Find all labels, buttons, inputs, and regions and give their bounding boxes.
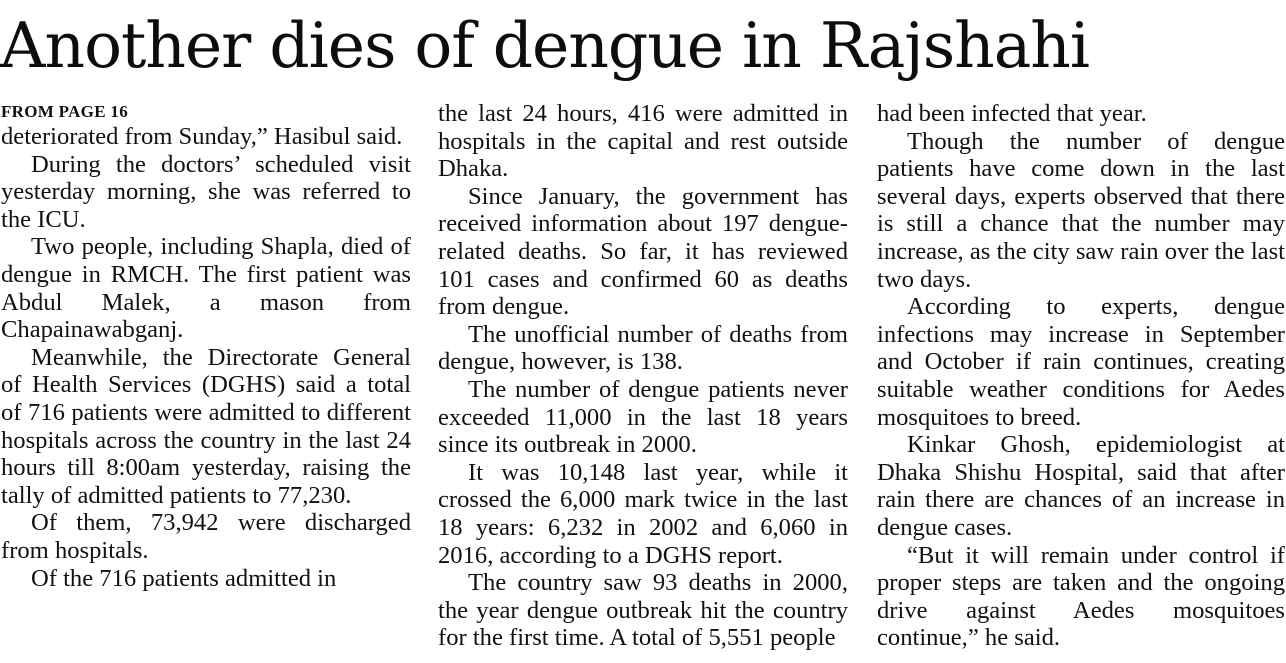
paragraph: During the doctors’ scheduled visit yesterday morning, she was referred to the ICU. [1, 150, 411, 233]
article-column-1 [1, 100, 411, 592]
paragraph: Since January, the government has received information about 197 dengue-related deaths. So far, it has reviewed 101 cases and confirmed 60 as deaths from dengue. [438, 182, 848, 321]
paragraph: deteriorated from Sunday,” Hasibul said. [1, 123, 403, 150]
headline: Another dies of dengue in Rajshahi [0, 9, 1090, 82]
article-column-2 [438, 100, 848, 652]
paragraph: the last 24 hours, 416 were admitted in hospitals in the capital and rest outside Dhaka. [438, 100, 848, 183]
paragraph: “But it will remain under control if proper steps are taken and the ongoing drive against Aedes mosquitoes continue,” he said. [877, 541, 1285, 652]
paragraph: Meanwhile, the Directorate General of Health Services (DGHS) said a total of 716 patients were admitted to different hospitals across the country in the last 24 hours till 8:00am yesterday, raising the tally of admitted patients to 77,230. [1, 343, 411, 509]
jump-line: FROM PAGE 16 [1, 102, 128, 121]
paragraph: Of them, 73,942 were discharged from hospitals. [1, 509, 411, 564]
paragraph: It was 10,148 last year, while it crossed the 6,000 mark twice in the last 18 years: 6,232 in 2002 and 6,060 in 2016, according to a DGHS report. [438, 458, 848, 569]
paragraph: The unofficial number of deaths from dengue, however, is 138. [438, 320, 848, 376]
paragraph: Though the number of dengue patients have come down in the last several days, experts observed that there is still a chance that the number may increase, as the city saw rain over the last two days. [877, 127, 1285, 293]
paragraph: Kinkar Ghosh, epidemiologist at Dhaka Shishu Hospital, said that after rain there are chances of an increase in dengue cases. [877, 431, 1285, 541]
paragraph: The number of dengue patients never exceeded 11,000 in the last 18 years since its outbreak in 2000. [438, 375, 848, 459]
paragraph: Two people, including Shapla, died of dengue in RMCH. The first patient was Abdul Malek, a mason from Chapainawabganj. [1, 233, 411, 344]
paragraph: According to experts, dengue infections may increase in September and October if rain continues, creating suitable weather conditions for Aedes mosquitoes to breed. [877, 293, 1285, 431]
article-column-3 [877, 100, 1285, 652]
paragraph: had been infected that year. [877, 100, 1147, 127]
paragraph: Of the 716 patients admitted in [31, 564, 337, 592]
paragraph: The country saw 93 deaths in 2000, the year dengue outbreak hit the country for the first time. A total of 5,551 people [438, 569, 848, 652]
